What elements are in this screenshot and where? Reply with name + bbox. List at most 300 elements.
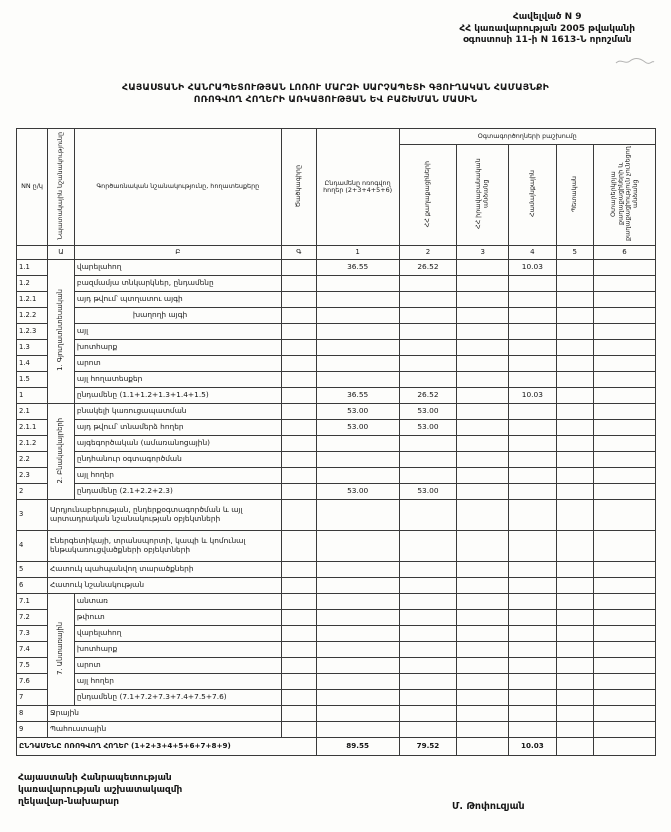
code-cell [281, 531, 316, 562]
value-cell [457, 436, 509, 452]
col-header-code [281, 129, 316, 246]
value-cell [399, 372, 457, 388]
value-cell [556, 594, 593, 610]
value-cell: 10.03 [509, 260, 557, 276]
value-cell [593, 276, 655, 292]
value-cell [316, 706, 399, 722]
land-type-cell: այգեգործական (ամառանոցային) [74, 436, 281, 452]
table-row [17, 562, 656, 578]
value-cell [399, 500, 457, 531]
code-cell [281, 404, 316, 420]
value-cell [593, 452, 655, 468]
code-cell [281, 562, 316, 578]
col-header-legal-entities-label: ՀՀ իրավաբանական անձանց [474, 158, 490, 230]
value-cell [457, 500, 509, 531]
code-cell [281, 626, 316, 642]
value-cell [457, 260, 509, 276]
group-label-text: 7. Անտառային [56, 621, 65, 675]
letter-cell: 1 [316, 246, 399, 260]
value-cell [316, 452, 399, 468]
land-type-cell: այլ հողեր [74, 468, 281, 484]
table-row [17, 324, 656, 340]
table-row [17, 738, 656, 756]
document-title [0, 82, 671, 107]
value-cell: 53.00 [399, 420, 457, 436]
table-header [17, 129, 656, 260]
value-cell [593, 642, 655, 658]
value-cell [457, 738, 509, 756]
value-cell [593, 610, 655, 626]
value-cell [556, 388, 593, 404]
letter-cell: Գ [281, 246, 316, 260]
value-cell [316, 626, 399, 642]
land-type-cell: ընդամենը (1.1+1.2+1.3+1.4+1.5) [74, 388, 281, 404]
value-cell [457, 642, 509, 658]
value-cell: 53.00 [316, 404, 399, 420]
value-cell [399, 578, 457, 594]
value-cell [399, 276, 457, 292]
appendix-number: Հավելված N 9 [512, 12, 582, 22]
value-cell [556, 500, 593, 531]
code-cell [281, 642, 316, 658]
group-label-text: 2. Բնակավայրերի [56, 417, 65, 483]
value-cell [457, 706, 509, 722]
table-row [17, 531, 656, 562]
row-number-cell: 4 [17, 531, 48, 562]
value-cell [509, 452, 557, 468]
land-type-cell: Հատուկ նշանակության [48, 578, 282, 594]
appendix-decree-line2: օգոստոսի 11-ի N 1613-Ն որոշման [463, 35, 632, 46]
value-cell [509, 420, 557, 436]
value-cell [593, 308, 655, 324]
value-cell [593, 626, 655, 642]
value-cell [316, 292, 399, 308]
code-cell [281, 484, 316, 500]
value-cell [457, 658, 509, 674]
row-number-cell: 2.3 [17, 468, 48, 484]
value-cell [509, 404, 557, 420]
land-type-cell: թփուտ [74, 610, 281, 626]
land-type-cell: Էներգետիկայի, տրանսպորտի, կապի և կոմունալ ենթակառուցվածքների օբյեկտների [48, 531, 282, 562]
value-cell [457, 276, 509, 292]
value-cell [316, 642, 399, 658]
value-cell [509, 340, 557, 356]
table-row [17, 436, 656, 452]
value-cell: 89.55 [316, 738, 399, 756]
col-header-state-label: Պետական [570, 175, 579, 212]
value-cell [556, 340, 593, 356]
col-group-users: Օգտագործողների բաշխումը [399, 129, 656, 145]
value-cell [457, 356, 509, 372]
land-type-cell: ընդամենը (2.1+2.2+2.3) [74, 484, 281, 500]
col-header-citizens-label: ՀՀ քաղաքացիների [423, 160, 432, 227]
table-row [17, 340, 656, 356]
land-type-cell: այլ հողատեսքեր [74, 372, 281, 388]
value-cell [556, 324, 593, 340]
col-header-community [509, 145, 557, 246]
value-cell [593, 260, 655, 276]
row-number-cell: 7.2 [17, 610, 48, 626]
row-number-cell: 7.6 [17, 674, 48, 690]
value-cell [399, 468, 457, 484]
value-cell [556, 531, 593, 562]
value-cell [457, 404, 509, 420]
value-cell [457, 452, 509, 468]
table-row [17, 292, 656, 308]
row-number-cell: 1.3 [17, 340, 48, 356]
value-cell [509, 531, 557, 562]
code-cell [281, 308, 316, 324]
value-cell [457, 388, 509, 404]
col-header-total: Ընդամենը ոռոգվող հողեր (2+3+4+5+6) [316, 129, 399, 246]
land-distribution-table [16, 128, 656, 756]
land-type-cell: վարելահող [74, 626, 281, 642]
value-cell [509, 484, 557, 500]
handwritten-mark [615, 56, 655, 66]
value-cell [509, 690, 557, 706]
value-cell [457, 292, 509, 308]
value-cell: 10.03 [509, 738, 557, 756]
value-cell [593, 500, 655, 531]
value-cell [316, 562, 399, 578]
value-cell [399, 722, 457, 738]
table-row [17, 388, 656, 404]
value-cell [556, 706, 593, 722]
value-cell [593, 706, 655, 722]
table-body [17, 260, 656, 756]
row-number-cell: 6 [17, 578, 48, 594]
land-type-cell: անտառ [74, 594, 281, 610]
value-cell [556, 308, 593, 324]
col-header-functional: Գործառնական նշանակությունը, հողատեսքերը [74, 129, 281, 246]
code-cell [281, 500, 316, 531]
value-cell: 53.00 [316, 484, 399, 500]
letter-cell: Բ [74, 246, 281, 260]
row-number-cell: 8 [17, 706, 48, 722]
value-cell [399, 642, 457, 658]
value-cell: 36.55 [316, 260, 399, 276]
value-cell [509, 642, 557, 658]
row-number-cell: 7.3 [17, 626, 48, 642]
code-cell [281, 292, 316, 308]
group-label-cell [48, 404, 75, 500]
value-cell [509, 436, 557, 452]
value-cell [556, 610, 593, 626]
value-cell [316, 340, 399, 356]
value-cell [399, 658, 457, 674]
value-cell [593, 484, 655, 500]
table-row [17, 452, 656, 468]
value-cell [316, 468, 399, 484]
row-number-cell: 2.2 [17, 452, 48, 468]
code-cell [281, 578, 316, 594]
title-line2: ՈՌՈԳՎՈՂ ՀՈՂԵՐԻ ԱՌԿԱՅՈՒԹՅԱՆ ԵՎ ԲԱՇԽՄԱՆ ՄԱՍԻՆ [193, 94, 478, 106]
table-row [17, 722, 656, 738]
row-number-cell: 7 [17, 690, 48, 706]
row-number-cell: 5 [17, 562, 48, 578]
value-cell [556, 562, 593, 578]
value-cell [593, 292, 655, 308]
value-cell [316, 500, 399, 531]
land-type-cell: ընդամենը (7.1+7.2+7.3+7.4+7.5+7.6) [74, 690, 281, 706]
value-cell [316, 436, 399, 452]
value-cell [556, 436, 593, 452]
value-cell [457, 340, 509, 356]
col-header-purpose-label: Նպատակային նշանակությունը [56, 131, 65, 240]
value-cell [593, 562, 655, 578]
value-cell [509, 722, 557, 738]
value-cell [457, 420, 509, 436]
col-header-legal-entities [457, 145, 509, 246]
value-cell [556, 658, 593, 674]
table-row [17, 610, 656, 626]
value-cell [457, 484, 509, 500]
value-cell [399, 674, 457, 690]
value-cell [556, 642, 593, 658]
value-cell [509, 308, 557, 324]
value-cell [509, 674, 557, 690]
land-type-cell: արոտ [74, 356, 281, 372]
value-cell [593, 690, 655, 706]
land-type-cell: խոտհարք [74, 642, 281, 658]
col-header-code-label: Ծածկագիրը [294, 164, 303, 207]
row-number-cell: 1 [17, 388, 48, 404]
land-type-cell: արոտ [74, 658, 281, 674]
land-type-cell: այդ թվում՝ պտղատու այգի [74, 292, 281, 308]
value-cell [509, 356, 557, 372]
code-cell [281, 468, 316, 484]
value-cell: 53.00 [316, 420, 399, 436]
table-row [17, 706, 656, 722]
value-cell [457, 690, 509, 706]
title-line1: ՀԱՅԱՍՏԱՆԻ ՀԱՆՐԱՊԵՏՈՒԹՅԱՆ ԼՈՌՈՒ ՄԱՐԶԻ ՍԱՐՉԱՊԵՏԻ ԳՅՈՒՂԱԿԱՆ ՀԱՄԱՅՆՔԻ [122, 82, 549, 93]
value-cell: 36.55 [316, 388, 399, 404]
value-cell [593, 356, 655, 372]
row-number-cell: 2 [17, 484, 48, 500]
row-number-cell: 7.1 [17, 594, 48, 610]
value-cell [593, 372, 655, 388]
value-cell [399, 706, 457, 722]
value-cell [593, 594, 655, 610]
value-cell [509, 276, 557, 292]
table-row [17, 690, 656, 706]
value-cell [556, 722, 593, 738]
group-label-cell [48, 594, 75, 706]
row-number-cell: 1.1 [17, 260, 48, 276]
value-cell [556, 468, 593, 484]
row-number-cell: 1.2.3 [17, 324, 48, 340]
code-cell [281, 324, 316, 340]
value-cell [399, 340, 457, 356]
land-type-cell: ընդհանուր օգտագործման [74, 452, 281, 468]
value-cell [593, 404, 655, 420]
table-row [17, 626, 656, 642]
code-cell [281, 420, 316, 436]
col-header-foreign [593, 145, 655, 246]
value-cell: 26.52 [399, 260, 457, 276]
value-cell [316, 308, 399, 324]
row-number-cell: 2.1.2 [17, 436, 48, 452]
table-row [17, 420, 656, 436]
table-row [17, 484, 656, 500]
value-cell [399, 452, 457, 468]
code-cell [281, 356, 316, 372]
value-cell [399, 308, 457, 324]
value-cell [593, 674, 655, 690]
value-cell [457, 594, 509, 610]
value-cell [556, 260, 593, 276]
code-cell [281, 658, 316, 674]
land-type-cell: Պահուստային [48, 722, 282, 738]
table-row [17, 658, 656, 674]
value-cell [457, 722, 509, 738]
value-cell [593, 722, 655, 738]
land-type-cell: Հատուկ պահպանվող տարածքների [48, 562, 282, 578]
value-cell [556, 484, 593, 500]
value-cell [509, 658, 557, 674]
table-row [17, 594, 656, 610]
land-type-cell: խոտհարք [74, 340, 281, 356]
value-cell [593, 578, 655, 594]
letter-cell: 3 [457, 246, 509, 260]
code-cell [281, 706, 316, 722]
code-cell [281, 594, 316, 610]
table-row [17, 276, 656, 292]
row-number-cell: 7.5 [17, 658, 48, 674]
value-cell [457, 372, 509, 388]
land-type-cell: այլ [74, 324, 281, 340]
value-cell [316, 531, 399, 562]
value-cell [457, 626, 509, 642]
value-cell [316, 722, 399, 738]
code-cell [281, 340, 316, 356]
footer-line3: ղեկավար-նախարար [18, 797, 120, 808]
letter-cell: 4 [509, 246, 557, 260]
col-header-row-number: NN ը/կ [17, 129, 48, 246]
value-cell [556, 404, 593, 420]
value-cell [509, 610, 557, 626]
group-label-text: 1. Գյուղատնտեսական [56, 289, 65, 372]
table-row [17, 500, 656, 531]
value-cell [556, 372, 593, 388]
value-cell [316, 690, 399, 706]
row-number-cell: 1.4 [17, 356, 48, 372]
land-type-cell: այլ հողեր [74, 674, 281, 690]
value-cell [399, 594, 457, 610]
value-cell [593, 388, 655, 404]
value-cell [593, 436, 655, 452]
land-type-cell: խաղողի այգի [74, 308, 281, 324]
value-cell: 53.00 [399, 404, 457, 420]
value-cell [509, 468, 557, 484]
value-cell [509, 372, 557, 388]
code-cell [281, 260, 316, 276]
appendix-decree-line1: ՀՀ կառավարության 2005 թվականի [459, 23, 635, 34]
table-row [17, 578, 656, 594]
value-cell [593, 324, 655, 340]
row-number-cell: 7.4 [17, 642, 48, 658]
signer-name: Մ. Թոփուզյան [452, 801, 525, 812]
value-cell [593, 420, 655, 436]
value-cell [593, 340, 655, 356]
letter-cell: 2 [399, 246, 457, 260]
value-cell [593, 738, 655, 756]
row-number-cell: 1.2.2 [17, 308, 48, 324]
value-cell: 79.52 [399, 738, 457, 756]
table-row [17, 372, 656, 388]
land-type-cell: բնակելի կառուցապատման [74, 404, 281, 420]
group-label-cell [48, 260, 75, 404]
letter-cell-empty [17, 246, 48, 260]
value-cell [556, 452, 593, 468]
row-number-cell: 9 [17, 722, 48, 738]
value-cell [457, 468, 509, 484]
value-cell: 10.03 [509, 388, 557, 404]
footer-organization [18, 772, 182, 808]
value-cell [457, 562, 509, 578]
value-cell [509, 594, 557, 610]
table-row [17, 642, 656, 658]
value-cell [593, 468, 655, 484]
value-cell [509, 562, 557, 578]
value-cell [509, 500, 557, 531]
table-row [17, 260, 656, 276]
value-cell [316, 276, 399, 292]
value-cell [593, 658, 655, 674]
value-cell [556, 578, 593, 594]
value-cell [399, 436, 457, 452]
value-cell [399, 610, 457, 626]
col-header-state [556, 145, 593, 246]
value-cell [399, 690, 457, 706]
value-cell [556, 738, 593, 756]
row-number-cell: 1.2 [17, 276, 48, 292]
col-header-citizens [399, 145, 457, 246]
col-header-foreign-label: Օտարերկրյա քաղաքացիների և քաղաքացիություն չունեցող անձանց [608, 146, 639, 242]
value-cell [457, 324, 509, 340]
value-cell [457, 674, 509, 690]
code-cell [281, 610, 316, 626]
value-cell [556, 292, 593, 308]
value-cell [399, 531, 457, 562]
table-row [17, 356, 656, 372]
value-cell [457, 578, 509, 594]
value-cell [316, 324, 399, 340]
value-cell [556, 420, 593, 436]
value-cell [509, 324, 557, 340]
value-cell: 53.00 [399, 484, 457, 500]
col-header-community-label: Համայնքային [527, 170, 536, 218]
table-row [17, 674, 656, 690]
row-number-cell: 3 [17, 500, 48, 531]
value-cell [316, 594, 399, 610]
appendix-block [459, 12, 635, 47]
code-cell [281, 388, 316, 404]
code-cell [281, 722, 316, 738]
value-cell [457, 531, 509, 562]
letter-cell: 5 [556, 246, 593, 260]
row-number-cell: 2.1 [17, 404, 48, 420]
value-cell [316, 674, 399, 690]
land-type-cell: վարելահող [74, 260, 281, 276]
value-cell [457, 610, 509, 626]
value-cell [399, 562, 457, 578]
row-number-cell: 1.2.1 [17, 292, 48, 308]
value-cell: 26.52 [399, 388, 457, 404]
code-cell [281, 674, 316, 690]
grand-total-label-cell: ԸՆԴԱՄԵՆԸ ՈՌՈԳՎՈՂ ՀՈՂԵՐ (1+2+3+4+5+6+7+8+9) [17, 738, 317, 756]
land-type-cell: բազմամյա տնկարկներ, ընդամենը [74, 276, 281, 292]
